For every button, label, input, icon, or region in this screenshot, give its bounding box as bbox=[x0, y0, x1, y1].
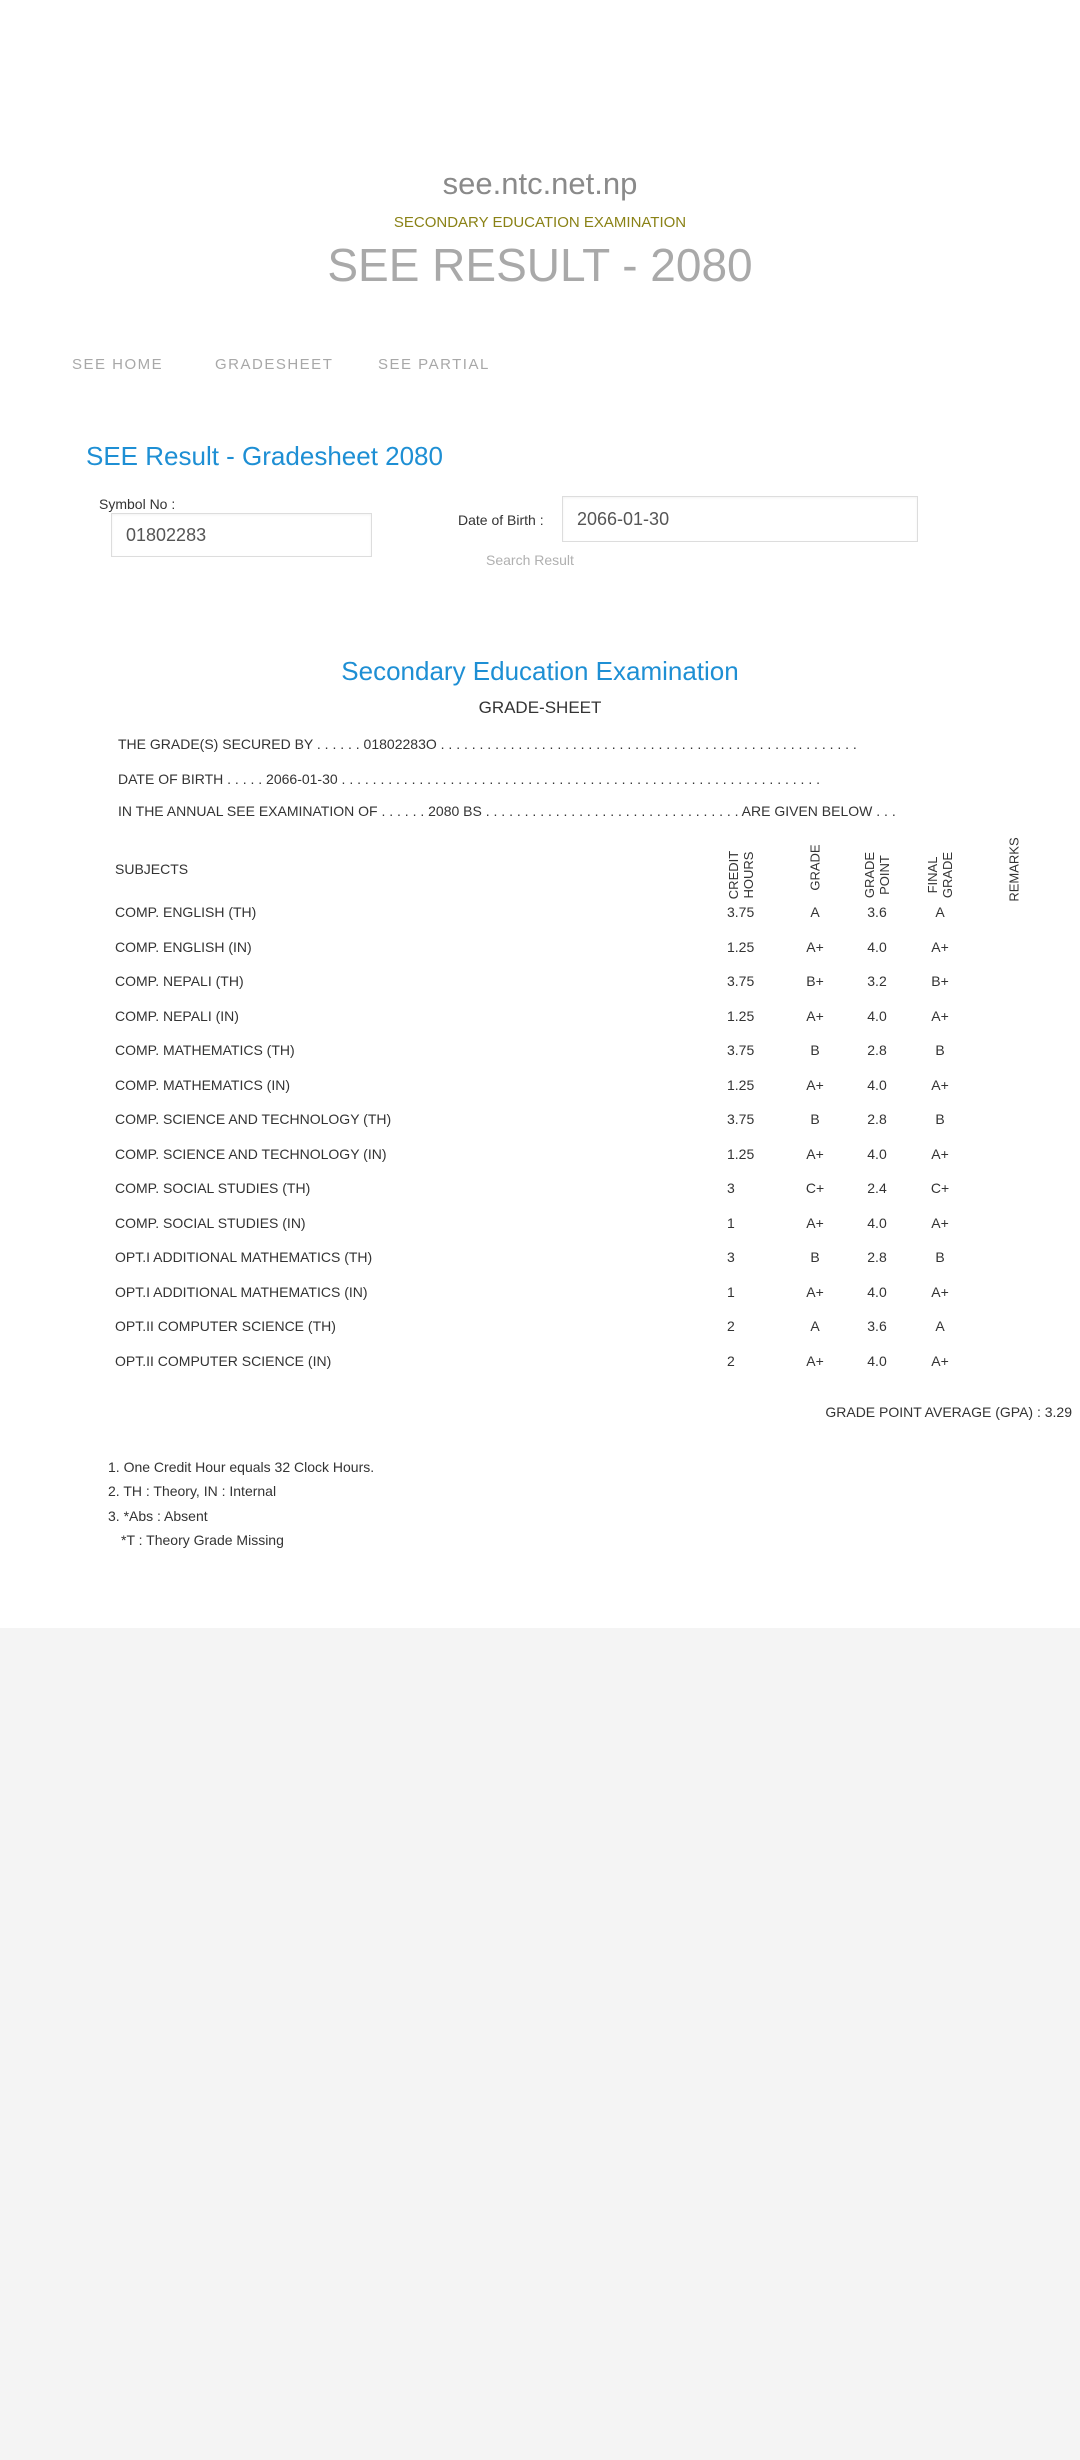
cell-credit: 3.75 bbox=[727, 1111, 755, 1127]
cell-point: 4.0 bbox=[867, 1145, 887, 1162]
dob-label: Date of Birth : bbox=[458, 512, 544, 528]
secured-by-line: THE GRADE(S) SECURED BY . . . . . . 01802283O . . . . . . . . . . . . . . . . . . . . . . . . . . . . . . . . . . . . . . . . . . . . . . . . . . . . . . bbox=[118, 736, 857, 752]
cell-credit: 3 bbox=[727, 1180, 735, 1196]
cell-final: B bbox=[935, 1111, 945, 1127]
col-grade-point: GRADE POINT bbox=[862, 851, 892, 899]
note-3: 3. *Abs : Absent bbox=[108, 1508, 208, 1524]
cell-credit: 2 bbox=[727, 1318, 735, 1334]
cell-final: A+ bbox=[931, 938, 949, 955]
cell-subject: COMP. MATHEMATICS (IN) bbox=[115, 1076, 290, 1093]
cell-final: A+ bbox=[931, 1352, 949, 1369]
cell-grade: B+ bbox=[806, 973, 824, 989]
cell-subject: COMP. SOCIAL STUDIES (TH) bbox=[115, 1180, 311, 1196]
site-subtitle: SECONDARY EDUCATION EXAMINATION bbox=[393, 214, 687, 231]
cell-credit: 1.25 bbox=[727, 1145, 755, 1162]
cell-credit: 3.75 bbox=[727, 973, 755, 989]
nav-see-partial[interactable]: SEE PARTIAL bbox=[378, 356, 490, 373]
cell-subject: OPT.II COMPUTER SCIENCE (IN) bbox=[115, 1352, 332, 1369]
cell-point: 2.8 bbox=[867, 1042, 887, 1058]
dob-line: DATE OF BIRTH . . . . . 2066-01-30 . . . . . . . . . . . . . . . . . . . . . . . . . . . . . . . . . . . . . . . . . . . . . . . . . . . . . . . . . . . . . . bbox=[118, 771, 820, 787]
cell-point: 2.8 bbox=[867, 1249, 887, 1265]
cell-grade: A+ bbox=[806, 1145, 824, 1162]
cell-grade: C+ bbox=[805, 1180, 825, 1196]
cell-grade: A+ bbox=[806, 1214, 824, 1231]
cell-grade: A+ bbox=[806, 1007, 824, 1024]
cell-subject: COMP. MATHEMATICS (TH) bbox=[115, 1042, 295, 1058]
cell-point: 3.6 bbox=[867, 1318, 887, 1334]
cell-final: A+ bbox=[931, 1283, 949, 1300]
dob-input[interactable] bbox=[562, 496, 918, 542]
cell-point: 4.0 bbox=[867, 1007, 887, 1024]
cell-final: A+ bbox=[931, 1076, 949, 1093]
cell-point: 2.4 bbox=[867, 1180, 887, 1196]
note-4: *T : Theory Grade Missing bbox=[121, 1532, 284, 1548]
col-grade: GRADE bbox=[807, 844, 823, 891]
cell-final: B bbox=[935, 1249, 945, 1265]
cell-point: 3.6 bbox=[867, 904, 887, 920]
cell-grade: A+ bbox=[806, 1076, 824, 1093]
cell-final: A+ bbox=[931, 1145, 949, 1162]
cell-credit: 1 bbox=[727, 1283, 735, 1300]
cell-subject: COMP. ENGLISH (TH) bbox=[115, 904, 257, 920]
cell-final: B bbox=[935, 1042, 945, 1058]
cell-credit: 2 bbox=[727, 1352, 735, 1369]
cell-credit: 3.75 bbox=[727, 904, 755, 920]
cell-final: B+ bbox=[931, 973, 949, 989]
cell-final: C+ bbox=[930, 1180, 950, 1196]
cell-subject: COMP. SOCIAL STUDIES (IN) bbox=[115, 1214, 306, 1231]
gpa: GRADE POINT AVERAGE (GPA) : 3.29 bbox=[825, 1404, 1072, 1420]
nav-see-home[interactable]: SEE HOME bbox=[72, 356, 164, 373]
cell-final: A+ bbox=[931, 1214, 949, 1231]
page-title: SEE RESULT - 2080 bbox=[327, 239, 753, 291]
cell-point: 4.0 bbox=[867, 1283, 887, 1300]
cell-grade: B bbox=[810, 1111, 820, 1127]
cell-subject: COMP. NEPALI (IN) bbox=[115, 1007, 239, 1024]
cell-point: 4.0 bbox=[867, 938, 887, 955]
cell-point: 4.0 bbox=[867, 1352, 887, 1369]
cell-final: A bbox=[935, 1318, 945, 1334]
cell-point: 3.2 bbox=[867, 973, 887, 989]
exam-line: IN THE ANNUAL SEE EXAMINATION OF . . . . . . 2080 BS . . . . . . . . . . . . . . . . . . . . . . . . . . . . . . . . . ARE GIVEN BELOW . . . bbox=[118, 803, 896, 819]
cell-final: A+ bbox=[931, 1007, 949, 1024]
cell-grade: A+ bbox=[806, 1352, 824, 1369]
cell-point: 4.0 bbox=[867, 1076, 887, 1093]
symbol-label: Symbol No : bbox=[99, 496, 176, 512]
cell-subject: COMP. ENGLISH (IN) bbox=[115, 938, 252, 955]
cell-subject: OPT.I ADDITIONAL MATHEMATICS (TH) bbox=[115, 1249, 373, 1265]
cell-credit: 3.75 bbox=[727, 1042, 755, 1058]
cell-credit: 3 bbox=[727, 1249, 735, 1265]
form-heading: SEE Result - Gradesheet 2080 bbox=[86, 441, 443, 471]
col-final-grade: FINAL GRADE bbox=[925, 851, 955, 899]
note-1: 1. One Credit Hour equals 32 Clock Hours. bbox=[108, 1459, 375, 1475]
col-subjects: SUBJECTS bbox=[115, 861, 189, 877]
cell-point: 2.8 bbox=[867, 1111, 887, 1127]
cell-subject: OPT.II COMPUTER SCIENCE (TH) bbox=[115, 1318, 336, 1334]
cell-subject: COMP. NEPALI (TH) bbox=[115, 973, 244, 989]
cell-credit: 1.25 bbox=[727, 938, 755, 955]
col-remarks: REMARKS bbox=[1006, 837, 1022, 902]
cell-point: 4.0 bbox=[867, 1214, 887, 1231]
cell-subject: OPT.I ADDITIONAL MATHEMATICS (IN) bbox=[115, 1283, 368, 1300]
col-credit-hours: CREDIT HOURS bbox=[726, 850, 756, 900]
symbol-input[interactable] bbox=[111, 513, 372, 557]
cell-grade: A bbox=[810, 904, 820, 920]
nav-gradesheet[interactable]: GRADESHEET bbox=[215, 356, 334, 373]
cell-credit: 1.25 bbox=[727, 1007, 755, 1024]
cell-grade: A+ bbox=[806, 938, 824, 955]
cell-subject: COMP. SCIENCE AND TECHNOLOGY (IN) bbox=[115, 1145, 387, 1162]
cell-subject: COMP. SCIENCE AND TECHNOLOGY (TH) bbox=[115, 1111, 392, 1127]
sheet-title: Secondary Education Examination bbox=[341, 656, 739, 686]
sheet-subtitle: GRADE-SHEET bbox=[478, 698, 602, 717]
cell-credit: 1 bbox=[727, 1214, 735, 1231]
cell-grade: A+ bbox=[806, 1283, 824, 1300]
note-2: 2. TH : Theory, IN : Internal bbox=[108, 1483, 277, 1499]
cell-grade: A bbox=[810, 1318, 820, 1334]
search-result-button[interactable]: Search Result bbox=[486, 552, 574, 568]
site-name: see.ntc.net.np bbox=[442, 166, 638, 201]
cell-credit: 1.25 bbox=[727, 1076, 755, 1093]
cell-grade: B bbox=[810, 1042, 820, 1058]
cell-final: A bbox=[935, 904, 945, 920]
cell-grade: B bbox=[810, 1249, 820, 1265]
